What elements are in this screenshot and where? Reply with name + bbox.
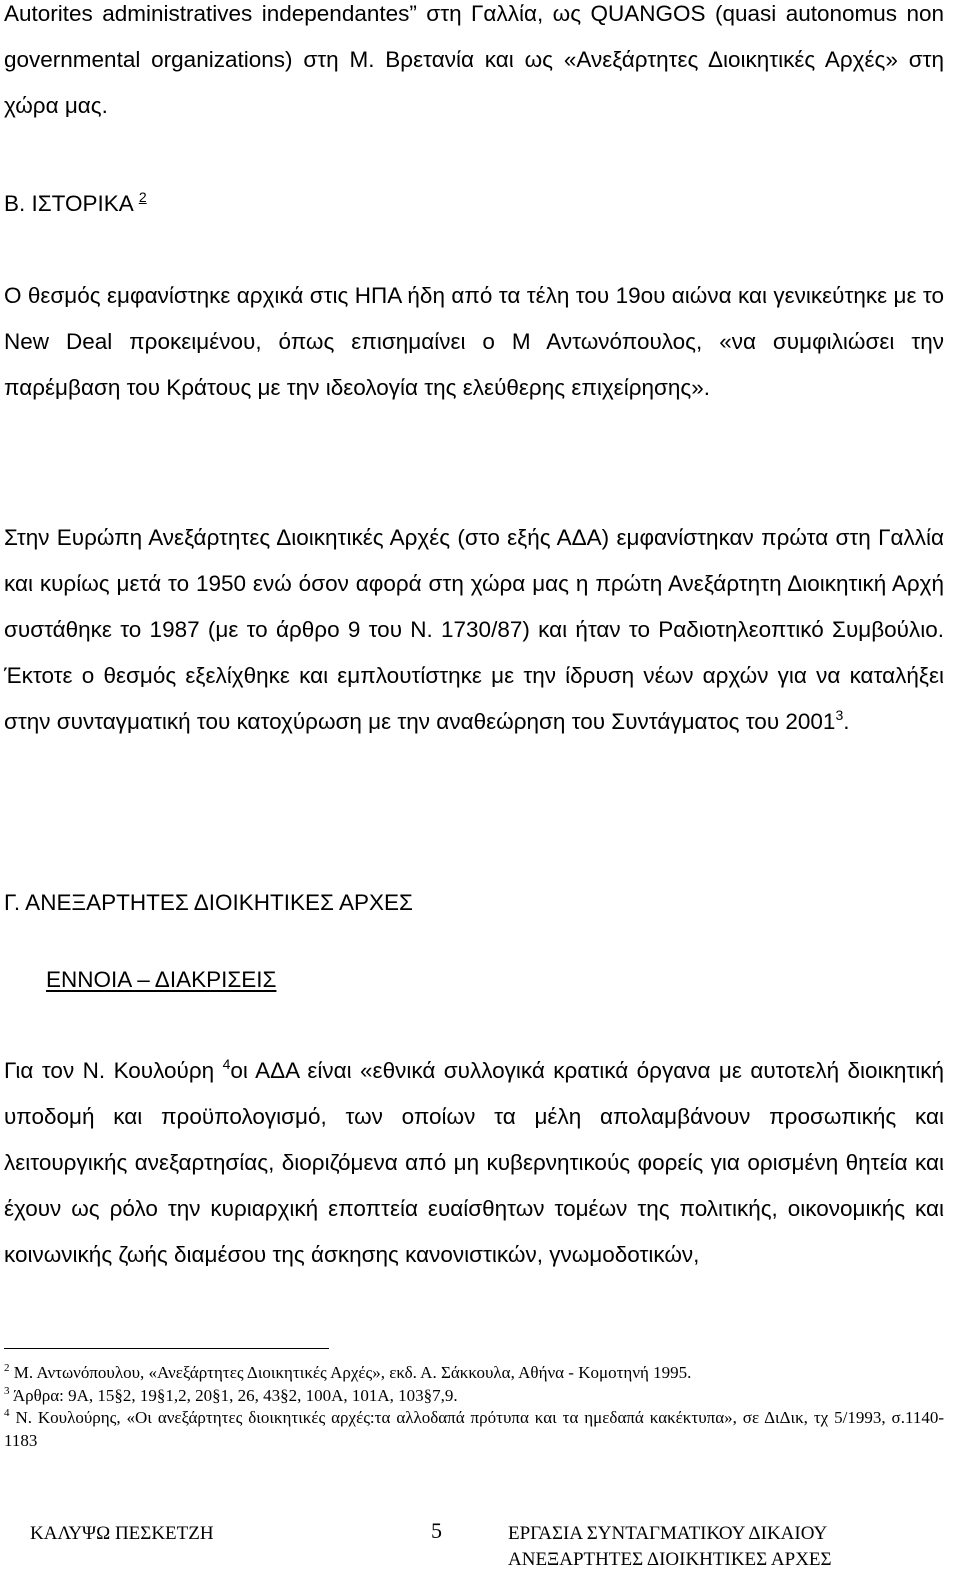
paragraph-definition-text: οι ΑΔΑ είναι «εθνικά συλλογικά κρατικά όργανα με αυτοτελή διοικητική υποδομή και προϋπολογισμό, των οποίων τα μέλη απολαμβάνουν προσωπικής και λειτουργικής ανεξαρτησίας, διοριζόμενα από μη κυβερνητικούς φορείς για ορισμένη θητεία και έχουν ως ρόλο την κυριαρχική εποπτεία ευαίσθητων τομέων της πολιτικής, οικονομικής και κοινωνικής ζωής διαμέσου της άσκησης κανονιστικών, γνωμοδοτικών,	[4, 1058, 944, 1267]
paragraph-europe	[4, 515, 944, 745]
paragraph-definition-start: Για τον Ν. Κουλούρη	[4, 1058, 223, 1083]
footer-course	[508, 1521, 832, 1573]
section-c-title: Γ. ΑΝΕΞΑΡΤΗΤΕΣ ΔΙΟΙΚΗΤΙΚΕΣ ΑΡΧΕΣ	[4, 890, 413, 915]
paragraph-intro-text: Autorites administratives independantes” στη Γαλλία, ως QUANGOS (quasi autonomus non governmental organizations) στη Μ. Βρετανία και ως «Ανεξάρτητες Διοικητικές Αρχές» στη χώρα μας.	[4, 1, 944, 118]
footnote-ref-2[interactable]: 2	[138, 189, 147, 205]
paragraph-history-text: Ο θεσμός εμφανίστηκε αρχικά στις ΗΠΑ ήδη από τα τέλη του 19ου αιώνα και γενικεύτηκε με το New Deal προκειμένου, όπως επισημαίνει ο Μ Αντωνόπουλος, «να συμφιλιώσει την παρέμβαση του Κράτους με την ιδεολογία της ελεύθερης επιχείρησης».	[4, 283, 944, 400]
footer-topic: ΑΝΕΞΑΡΤΗΤΕΣ ΔΙΟΙΚΗΤΙΚΕΣ ΑΡΧΕΣ	[508, 1549, 832, 1570]
footnote-ref-4[interactable]: 4	[222, 1056, 231, 1072]
section-b-heading	[4, 181, 147, 227]
paragraph-definition	[4, 1048, 944, 1278]
footnote-2-text: Μ. Αντωνόπουλου, «Ανεξάρτητες Διοικητικές Αρχές», εκδ. Α. Σάκκουλα, Αθήνα - Κομοτηνή 1995.	[13, 1363, 692, 1382]
footnotes	[4, 1362, 944, 1452]
footnote-2-number: 2	[4, 1362, 10, 1374]
paragraph-history	[4, 273, 944, 411]
section-b-title: Β. ΙΣΤΟΡΙΚΑ	[4, 191, 133, 216]
footnote-2	[4, 1362, 944, 1385]
section-c-heading	[4, 880, 413, 926]
footnote-ref-3[interactable]: 3	[835, 707, 844, 723]
footnote-4-number: 4	[4, 1407, 10, 1419]
footnote-3-number: 3	[4, 1384, 10, 1397]
page-number: 5	[431, 1518, 442, 1543]
footnote-3	[4, 1385, 944, 1408]
footer-author: ΚΑΛΥΨΩ ΠΕΣΚΕΤΖΗ	[30, 1523, 214, 1544]
footnote-4-text: Ν. Κουλούρης, «Οι ανεξάρτητες διοικητικές αρχές:τα αλλοδαπά πρότυπα και τα ημεδαπά κακέκτυπα», σε ΔιΔικ, τχ 5/1993, σ.1140-1183	[4, 1408, 944, 1450]
paragraph-europe-text: Στην Ευρώπη Ανεξάρτητες Διοικητικές Αρχές (στο εξής ΑΔΑ) εμφανίστηκαν πρώτα στη Γαλλία και κυρίως μετά το 1950 ενώ όσον αφορά στη χώρα μας η πρώτη Ανεξάρτητη Διοικητική Αρχή συστάθηκε το 1987 (με το άρθρο 9 του Ν. 1730/87) και ήταν το Ραδιοτηλεοπτικό Συμβούλιο. Έκτοτε ο θεσμός εξελίχθηκε και εμπλουτίστηκε με την ίδρυση νέων αρχών για να καταλήξει στην συνταγματική του κατοχύρωση με την αναθεώρηση του Συντάγματος του 2001	[4, 525, 944, 734]
paragraph-intro	[4, 0, 944, 129]
footnote-4	[4, 1407, 944, 1452]
paragraph-europe-end: .	[843, 709, 850, 734]
footnote-divider	[4, 1348, 329, 1349]
subsection-heading	[46, 957, 276, 1003]
footer-course-title: ΕΡΓΑΣΙΑ ΣΥΝΤΑΓΜΑΤΙΚΟΥ ΔΙΚΑΙΟΥ	[508, 1523, 828, 1544]
subsection-title: ΕΝΝΟΙΑ – ΔΙΑΚΡΙΣΕΙΣ	[46, 967, 277, 992]
footnote-3-text: Άρθρα: 9Α, 15§2, 19§1,2, 20§1, 26, 43§2, 100Α, 101Α, 103§7,9.	[12, 1385, 458, 1405]
